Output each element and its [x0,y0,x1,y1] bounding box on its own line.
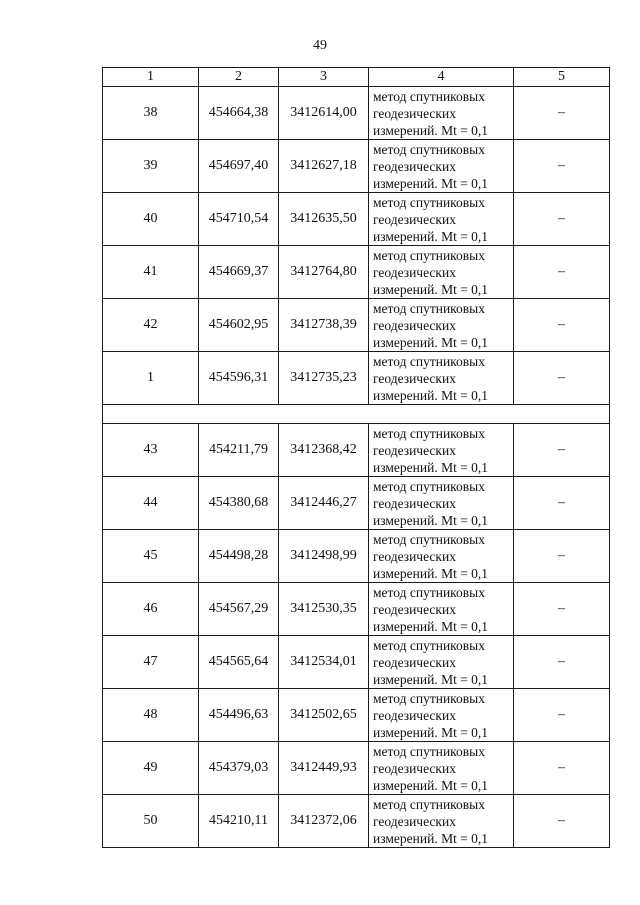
column-5-cell: – [514,193,610,246]
table-row [103,795,610,848]
x-coordinate-cell: 454498,28 [199,530,279,583]
column-5-cell: – [514,530,610,583]
table-row [103,636,610,689]
method-line-1: метод спутниковых [373,194,485,210]
point-number-cell: 50 [103,795,199,848]
method-line-3: измерений. Mt = 0,1 [373,459,489,475]
method-line-3: измерений. Mt = 0,1 [373,671,489,687]
table-header [103,68,610,87]
table-body [103,87,610,848]
y-coordinate-cell: 3412372,06 [279,795,369,848]
column-5-cell: – [514,424,610,477]
method-cell [369,636,514,689]
table-row [103,299,610,352]
method-line-1: метод спутниковых [373,247,485,263]
method-cell [369,583,514,636]
y-coordinate-cell: 3412735,23 [279,352,369,405]
x-coordinate-cell: 454379,03 [199,742,279,795]
method-line-1: метод спутниковых [373,141,485,157]
method-line-1: метод спутниковых [373,584,485,600]
column-5-cell: – [514,246,610,299]
method-line-1: метод спутниковых [373,300,485,316]
group-separator-cell [103,405,610,424]
y-coordinate-cell: 3412614,00 [279,87,369,140]
method-line-3: измерений. Mt = 0,1 [373,618,489,634]
point-number-cell: 44 [103,477,199,530]
column-5-cell: – [514,477,610,530]
method-line-3: измерений. Mt = 0,1 [373,281,489,297]
point-number-cell: 47 [103,636,199,689]
column-header-2: 2 [199,68,279,87]
method-line-1: метод спутниковых [373,531,485,547]
method-line-3: измерений. Mt = 0,1 [373,122,489,138]
x-coordinate-cell: 454669,37 [199,246,279,299]
group-separator-row [103,405,610,424]
x-coordinate-cell: 454697,40 [199,140,279,193]
method-cell [369,477,514,530]
column-5-cell: – [514,299,610,352]
method-line-3: измерений. Mt = 0,1 [373,228,489,244]
x-coordinate-cell: 454210,11 [199,795,279,848]
method-line-2: геодезических [373,158,456,174]
point-number-cell: 48 [103,689,199,742]
method-line-2: геодезических [373,211,456,227]
method-line-1: метод спутниковых [373,637,485,653]
header-row [103,68,610,87]
point-number-cell: 49 [103,742,199,795]
method-line-3: измерений. Mt = 0,1 [373,830,489,846]
table-row [103,87,610,140]
method-line-3: измерений. Mt = 0,1 [373,512,489,528]
table-row [103,424,610,477]
column-5-cell: – [514,636,610,689]
table-row [103,193,610,246]
method-line-1: метод спутниковых [373,796,485,812]
method-line-2: геодезических [373,264,456,280]
x-coordinate-cell: 454710,54 [199,193,279,246]
y-coordinate-cell: 3412764,80 [279,246,369,299]
method-cell [369,140,514,193]
table-row [103,689,610,742]
method-cell [369,299,514,352]
table-row [103,477,610,530]
table-row [103,742,610,795]
point-number-cell: 1 [103,352,199,405]
method-line-2: геодезических [373,707,456,723]
column-5-cell: – [514,795,610,848]
method-line-3: измерений. Mt = 0,1 [373,175,489,191]
x-coordinate-cell: 454496,63 [199,689,279,742]
method-line-2: геодезических [373,105,456,121]
method-line-2: геодезических [373,370,456,386]
method-line-2: геодезических [373,760,456,776]
method-line-3: измерений. Mt = 0,1 [373,334,489,350]
method-cell [369,424,514,477]
table-row [103,246,610,299]
method-line-1: метод спутниковых [373,88,485,104]
method-cell [369,742,514,795]
method-line-3: измерений. Mt = 0,1 [373,777,489,793]
table-row [103,583,610,636]
method-line-1: метод спутниковых [373,425,485,441]
method-line-1: метод спутниковых [373,743,485,759]
point-number-cell: 39 [103,140,199,193]
x-coordinate-cell: 454211,79 [199,424,279,477]
table-row [103,352,610,405]
y-coordinate-cell: 3412635,50 [279,193,369,246]
y-coordinate-cell: 3412449,93 [279,742,369,795]
x-coordinate-cell: 454602,95 [199,299,279,352]
column-header-1: 1 [103,68,199,87]
column-5-cell: – [514,140,610,193]
method-line-2: геодезических [373,601,456,617]
y-coordinate-cell: 3412534,01 [279,636,369,689]
x-coordinate-cell: 454565,64 [199,636,279,689]
point-number-cell: 40 [103,193,199,246]
method-line-2: геодезических [373,548,456,564]
column-5-cell: – [514,689,610,742]
y-coordinate-cell: 3412368,42 [279,424,369,477]
method-line-2: геодезических [373,495,456,511]
point-number-cell: 41 [103,246,199,299]
column-5-cell: – [514,87,610,140]
table-row [103,140,610,193]
x-coordinate-cell: 454567,29 [199,583,279,636]
method-line-2: геодезических [373,317,456,333]
method-line-3: измерений. Mt = 0,1 [373,387,489,403]
column-5-cell: – [514,583,610,636]
x-coordinate-cell: 454380,68 [199,477,279,530]
method-line-1: метод спутниковых [373,690,485,706]
y-coordinate-cell: 3412738,39 [279,299,369,352]
y-coordinate-cell: 3412502,65 [279,689,369,742]
column-header-3: 3 [279,68,369,87]
point-number-cell: 45 [103,530,199,583]
method-line-3: измерений. Mt = 0,1 [373,565,489,581]
y-coordinate-cell: 3412530,35 [279,583,369,636]
method-line-2: геодезических [373,813,456,829]
method-line-3: измерений. Mt = 0,1 [373,724,489,740]
method-cell [369,352,514,405]
method-line-1: метод спутниковых [373,478,485,494]
method-cell [369,795,514,848]
column-5-cell: – [514,352,610,405]
point-number-cell: 42 [103,299,199,352]
method-cell [369,530,514,583]
point-number-cell: 46 [103,583,199,636]
point-number-cell: 43 [103,424,199,477]
column-header-4: 4 [369,68,514,87]
point-number-cell: 38 [103,87,199,140]
method-line-1: метод спутниковых [373,353,485,369]
method-cell [369,193,514,246]
x-coordinate-cell: 454596,31 [199,352,279,405]
y-coordinate-cell: 3412446,27 [279,477,369,530]
coordinates-table [102,67,610,848]
method-line-2: геодезических [373,654,456,670]
page-number: 49 [313,38,327,53]
y-coordinate-cell: 3412627,18 [279,140,369,193]
table-row [103,530,610,583]
method-line-2: геодезических [373,442,456,458]
method-cell [369,246,514,299]
y-coordinate-cell: 3412498,99 [279,530,369,583]
column-5-cell: – [514,742,610,795]
column-header-5: 5 [514,68,610,87]
x-coordinate-cell: 454664,38 [199,87,279,140]
method-cell [369,87,514,140]
method-cell [369,689,514,742]
